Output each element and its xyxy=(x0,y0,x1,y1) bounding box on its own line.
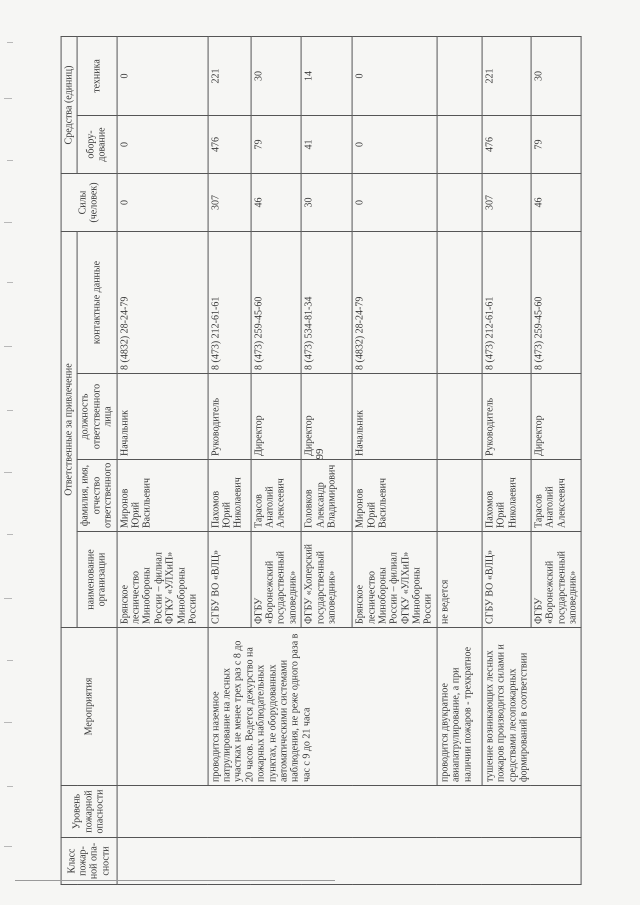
equipment-cell: 476 xyxy=(482,116,531,174)
contacts-cell: 8 (4832) 28-24-79 xyxy=(117,232,208,374)
org-cell: Брянское лесничество Минобороны России – филиал ФГКУ «УЛХиП» Минобороны России xyxy=(352,532,437,628)
equipment-cell: 79 xyxy=(531,116,582,174)
forces-cell: 0 xyxy=(117,174,208,232)
machinery-cell: 221 xyxy=(208,37,251,116)
person-cell: Тарасов Анатолий Алексеевич xyxy=(531,460,582,532)
person-cell: Пахомов Юрий Николаевич xyxy=(482,460,531,532)
header-position: должность ответственного лица xyxy=(77,374,116,460)
table-row xyxy=(208,37,251,885)
contacts-cell: 8 (473) 212-61-61 xyxy=(208,232,251,374)
header-person-name: фамилия, имя, отчество ответственного xyxy=(77,460,116,532)
machinery-cell: 0 xyxy=(117,37,208,116)
contacts-cell: 8 (4832) 28-24-79 xyxy=(352,232,437,374)
contacts-cell: 8 (473) 534-81-34 xyxy=(301,232,352,374)
header-measures: Мероприятия xyxy=(61,628,117,786)
header-level: Уровень пожарной опасности xyxy=(61,786,117,838)
equipment-cell xyxy=(437,116,482,174)
person-cell xyxy=(437,460,482,532)
position-cell: Начальник xyxy=(352,374,437,460)
contacts-cell: 8 (473) 212-61-61 xyxy=(482,232,531,374)
org-cell: Брянское лесничество Минобороны России – филиал ФГКУ «УЛХиП» Минобороны России xyxy=(117,532,208,628)
position-cell: Директор xyxy=(531,374,582,460)
position-cell: Руководитель xyxy=(208,374,251,460)
position-cell: Начальник xyxy=(117,374,208,460)
machinery-cell: 30 xyxy=(531,37,582,116)
position-cell: Директор xyxy=(301,374,352,460)
header-responsible: Ответственные за привлечение xyxy=(61,232,77,628)
contacts-cell xyxy=(437,232,482,374)
forces-cell xyxy=(437,174,482,232)
header-row-1 xyxy=(61,37,77,885)
header-class: Класс пожар-ной опа-сности xyxy=(61,838,117,885)
header-machinery: техника xyxy=(77,37,116,116)
header-org-name: наименование организации xyxy=(77,532,116,628)
machinery-cell: 221 xyxy=(482,37,531,116)
header-contacts: контактные данные xyxy=(77,232,116,374)
header-forces: Силы (человек) xyxy=(61,174,117,232)
position-cell: Руководитель xyxy=(482,374,531,460)
level-cell xyxy=(117,786,582,838)
measure-cell: проводится наземное патрулирование на лесных участках не менее трех раз с 8 до 20 часов. Ведется дежурство на пожарных наблюдательных пунктах, не оборудованных автоматическими системами наблюдения, не реже одного раза в час с 9 до 21 часа xyxy=(208,628,437,786)
forces-cell: 307 xyxy=(208,174,251,232)
position-cell: Директор xyxy=(251,374,302,460)
machinery-cell: 30 xyxy=(251,37,302,116)
table-row xyxy=(482,37,531,885)
measure-cell: тушение возникающих лесных пожаров производится силами и средствами лесопожарных формирований в соответствии xyxy=(482,628,582,786)
machinery-cell: 14 xyxy=(301,37,352,116)
org-cell: не ведется xyxy=(437,532,482,628)
header-equipment: обору-дование xyxy=(77,116,116,174)
position-cell xyxy=(437,374,482,460)
table-row xyxy=(437,37,482,885)
equipment-cell: 79 xyxy=(251,116,302,174)
contacts-cell: 8 (473) 259-45-60 xyxy=(251,232,302,374)
org-cell: ФГБУ «Хоперский государственный заповедник» xyxy=(301,532,352,628)
forces-cell: 307 xyxy=(482,174,531,232)
org-cell: СГБУ ВО «ВЛЦ» xyxy=(208,532,251,628)
equipment-cell: 0 xyxy=(352,116,437,174)
contacts-cell: 8 (473) 259-45-60 xyxy=(531,232,582,374)
equipment-cell: 41 xyxy=(301,116,352,174)
org-cell: СГБУ ВО «ВЛЦ» xyxy=(482,532,531,628)
forces-cell: 46 xyxy=(531,174,582,232)
rotated-table-container xyxy=(61,36,582,885)
machinery-cell: 0 xyxy=(352,37,437,116)
header-means: Средства (единиц) xyxy=(61,37,77,174)
person-cell: Миронов Юрий Васильевич xyxy=(352,460,437,532)
class-cell xyxy=(117,838,582,885)
forces-cell: 46 xyxy=(251,174,302,232)
forces-cell: 30 xyxy=(301,174,352,232)
measure-cell xyxy=(117,628,208,786)
equipment-cell: 476 xyxy=(208,116,251,174)
forces-cell: 0 xyxy=(352,174,437,232)
measure-cell: проводится двукратное авиапатрулирование, а при наличии пожаров - трехкратное xyxy=(437,628,482,786)
page-number: 99 xyxy=(314,448,326,460)
table-row xyxy=(117,37,208,885)
fire-measures-table xyxy=(61,36,582,885)
person-cell: Миронов Юрий Васильевич xyxy=(117,460,208,532)
person-cell: Головков Александр Владимирович xyxy=(301,460,352,532)
machinery-cell xyxy=(437,37,482,116)
bottom-rule xyxy=(15,880,335,881)
equipment-cell: 0 xyxy=(117,116,208,174)
person-cell: Тарасов Анатолий Алексеевич xyxy=(251,460,302,532)
person-cell: Пахомов Юрий Николаевич xyxy=(208,460,251,532)
org-cell: ФГБУ «Воронежский государственный заповедник» xyxy=(531,532,582,628)
org-cell: ФГБУ «Воронежский государственный заповедник» xyxy=(251,532,302,628)
